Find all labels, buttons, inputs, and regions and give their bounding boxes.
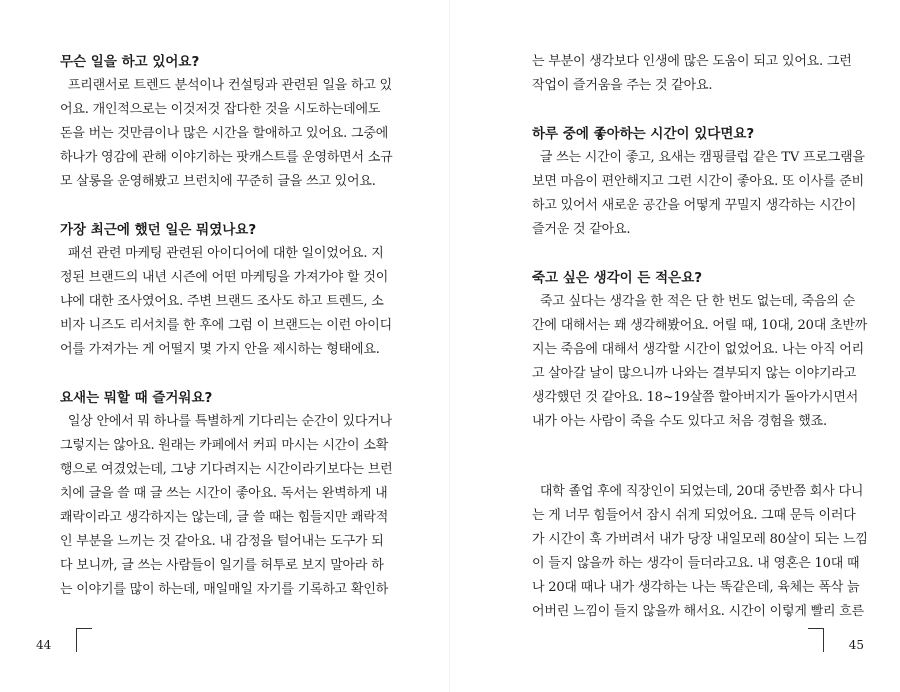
body-line: 모 살롱을 운영해봤고 브런치에 꾸준히 글을 쓰고 있어요. [60,174,376,189]
body-line: 생각했던 것 같아요. 18~19살쯤 할아버지가 돌아가시면서 [532,390,859,405]
body-line: 쾌락이라고 생각하지는 않는데, 글 쓸 때는 힘들지만 쾌락적 [60,510,389,525]
body-line: 돈을 버는 것만큼이나 많은 시간을 할애하고 있어요. 그중에 [60,126,389,141]
body-line: 고 살아갈 날이 많으니까 나와는 결부되지 않는 이야기라고 [532,366,857,381]
body-line: 지는 죽음에 대해서 생각할 시간이 없었어요. 나는 아직 어리 [532,342,864,357]
body-line: 일상 안에서 뭐 하나를 특별하게 기다리는 순간이 있다거나 [60,414,392,429]
body-line: 는 이야기를 많이 하는데, 매일매일 자기를 기록하고 확인하 [60,582,389,597]
body-line: 즐거운 것 같아요. [532,222,631,237]
body-line: 는 부분이 생각보다 인생에 많은 도움이 되고 있어요. 그런 [532,54,852,69]
body-line: 프리랜서로 트렌드 분석이나 컨설팅과 관련된 일을 하고 있 [60,78,392,93]
body-line: 행으로 여겼었는데, 그냥 기다려지는 시간이라기보다는 브런 [60,462,393,477]
question-heading: 가장 최근에 했던 일은 뭐였나요? [60,222,257,238]
body-line: 어버린 느낌이 들지 않을까 해서요. 시간이 이렇게 빨리 흐른 [532,604,864,619]
body-line: 다 보니까, 글 쓰는 사람들이 일기를 허투로 보지 말아라 하 [60,558,384,573]
body-line: 인 부분을 느끼는 것 같아요. 내 감정을 털어내는 도구가 되 [60,534,384,549]
body-line: 어를 가져가는 게 어떨지 몇 가지 안을 제시하는 형태에요. [60,342,380,357]
body-line: 내가 아는 사람이 죽을 수도 있다고 처음 경험을 했죠. [532,414,827,429]
question-heading: 하루 중에 좋아하는 시간이 있다면요? [532,126,755,142]
page-number: 45 [848,638,864,652]
body-line: 냐에 대한 조사였어요. 주변 브랜드 조사도 하고 트렌드, 소 [60,294,384,309]
question-heading: 죽고 싶은 생각이 든 적은요? [532,270,703,286]
body-line: 어요. 개인적으로는 이것저것 잡다한 것을 시도하는데에도 [60,102,381,117]
folio-rule [76,628,77,652]
body-line: 비자 니즈도 리서치를 한 후에 그럼 이 브랜드는 이런 아이디 [60,318,392,333]
body-line: 그렇지는 않아요. 원래는 카페에서 커피 마시는 시간이 소확 [60,438,389,453]
body-line: 이 들지 않을까 하는 생각이 들더라고요. 내 영혼은 10대 때 [532,556,860,571]
right-page-text [532,50,868,624]
page-number: 44 [36,638,52,652]
body-line: 가 시간이 훅 가버려서 내가 당장 내일모레 80살이 되는 느낌 [532,532,868,547]
body-line: 하나가 영감에 관해 이야기하는 팟캐스트를 운영하면서 소규 [60,150,393,165]
body-line: 는 게 너무 힘들어서 잠시 쉬게 되었어요. 그때 문득 이러다 [532,508,856,523]
body-line: 작업이 즐거움을 주는 것 같아요. [532,78,713,93]
body-line: 대학 졸업 후에 직장인이 되었는데, 20대 중반쯤 회사 다니 [532,484,864,499]
body-line: 나 20대 때나 내가 생각하는 나는 똑같은데, 육체는 폭삭 늙 [532,580,860,595]
body-line: 치에 글을 쓸 때 글 쓰는 시간이 좋아요. 독서는 완벽하게 내 [60,486,388,501]
question-heading: 요새는 뭐할 때 즐거워요? [60,390,213,406]
body-line: 죽고 싶다는 생각을 한 적은 단 한 번도 없는데, 죽음의 순 [532,294,855,309]
body-line: 보면 마음이 편안해지고 그런 시간이 좋아요. 또 이사를 준비 [532,174,864,189]
body-line: 글 쓰는 시간이 좋고, 요새는 캠핑클럽 같은 TV 프로그램을 [532,150,865,165]
question-heading: 무슨 일을 하고 있어요? [60,54,200,70]
body-line: 하고 있어서 새로운 공간을 어떻게 꾸밀지 생각하는 시간이 [532,198,857,213]
body-line: 정된 브랜드의 내년 시즌에 어떤 마케팅을 가져가야 할 것이 [60,270,389,285]
body-line: 패션 관련 마케팅 관련된 아이디어에 대한 일이었어요. 지 [60,246,384,261]
folio-rule [823,628,824,652]
body-line: 간에 대해서는 꽤 생각해봤어요. 어릴 때, 10대, 20대 초반까 [532,318,868,333]
left-page-text [60,50,393,602]
right-page [450,0,900,692]
